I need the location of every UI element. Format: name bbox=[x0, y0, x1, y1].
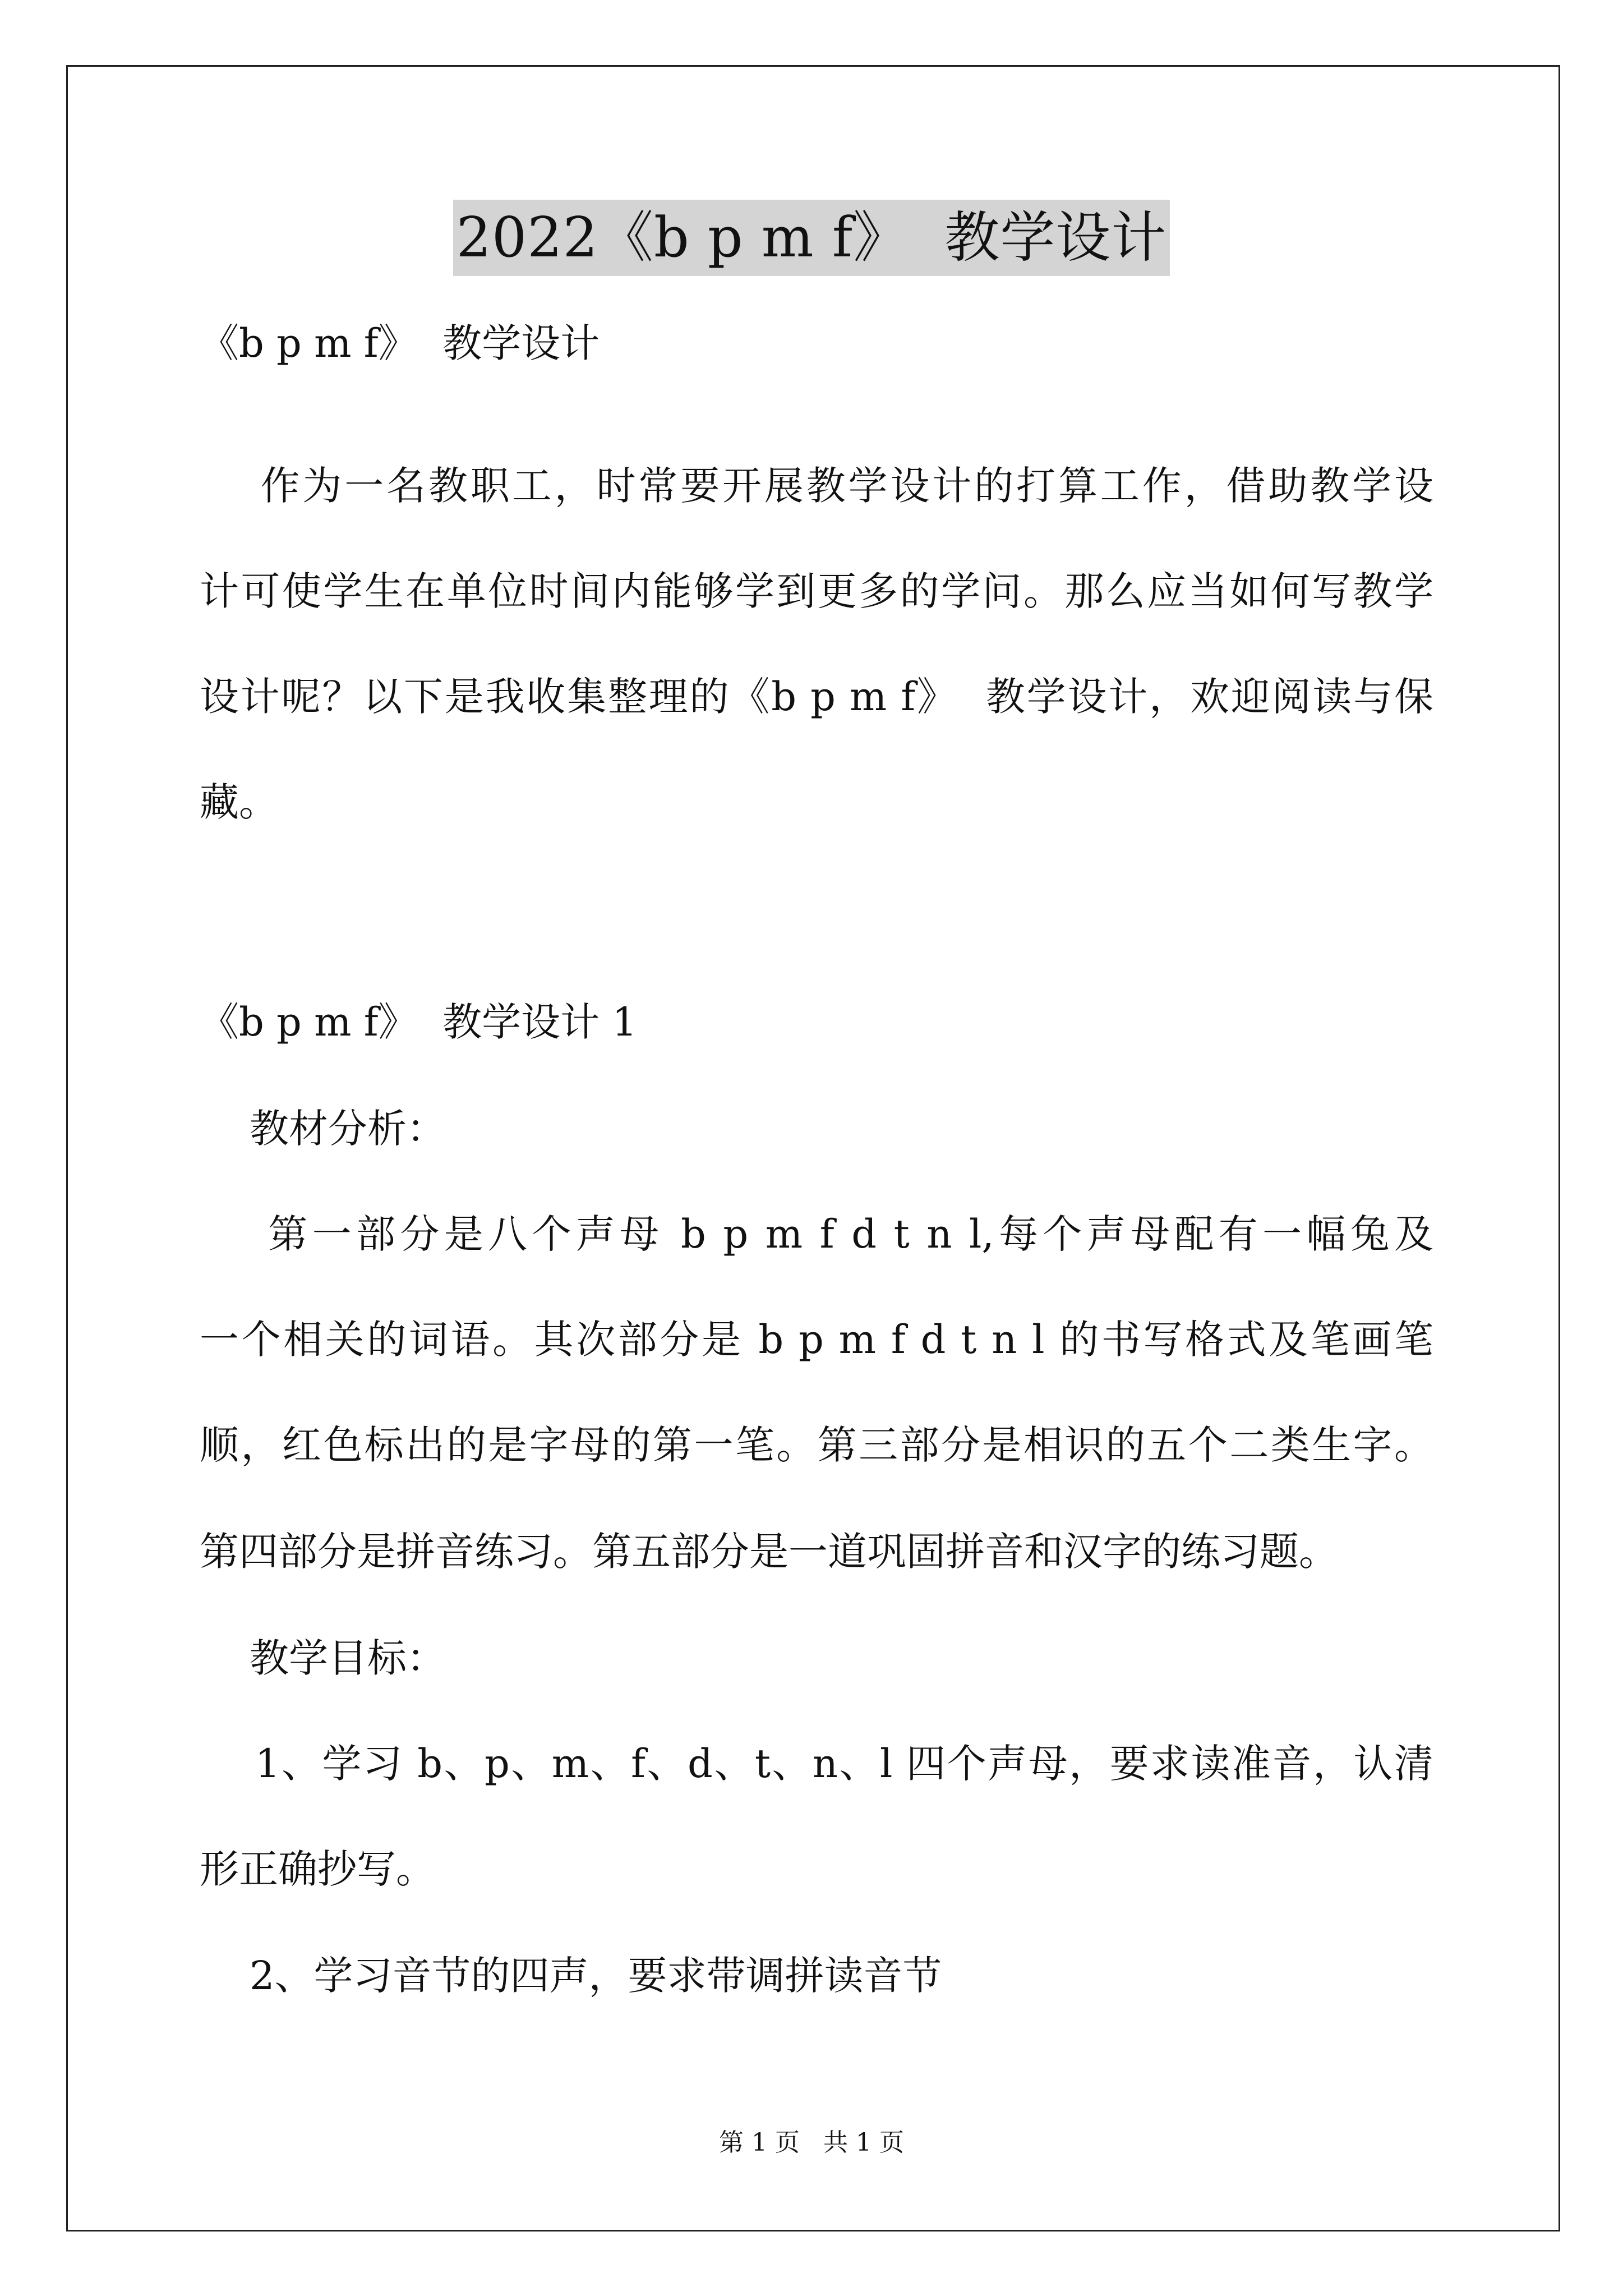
intro-line-4: 藏。 bbox=[200, 779, 278, 825]
document-subtitle: 《b p m f》 教学设计 bbox=[200, 320, 600, 366]
section1-heading: 《b p m f》 教学设计 1 bbox=[200, 999, 637, 1045]
goal-1-line-2: 形正确抄写。 bbox=[200, 1846, 435, 1892]
goals-label: 教学目标： bbox=[200, 1635, 446, 1681]
analysis-line-3: 顺，红色标出的是字母的第一笔。第三部分是相识的五个二类生字。 bbox=[200, 1422, 1433, 1468]
document-title-wrap bbox=[0, 200, 1623, 276]
goal-1-line-1: 1、学习 b、p、m、f、d、t、n、l 四个声母，要求读准音，认清 bbox=[200, 1741, 1433, 1787]
analysis-line-4: 第四部分是拼音练习。第五部分是一道巩固拼音和汉字的练习题。 bbox=[200, 1529, 1338, 1575]
intro-line-3: 设计呢？以下是我收集整理的《b p m f》 教学设计，欢迎阅读与保 bbox=[200, 674, 1433, 720]
document-title: 2022《b p m f》 教学设计 bbox=[453, 200, 1170, 276]
intro-line-1: 作为一名教职工，时常要开展教学设计的打算工作，借助教学设 bbox=[200, 463, 1433, 509]
goal-2: 2、学习音节的四声，要求带调拼读音节 bbox=[200, 1953, 942, 1999]
page-footer: 第 1 页 共 1 页 bbox=[719, 2128, 904, 2157]
analysis-label: 教材分析： bbox=[200, 1106, 446, 1152]
intro-line-2: 计可使学生在单位时间内能够学到更多的学问。那么应当如何写教学 bbox=[200, 568, 1433, 614]
analysis-line-2: 一个相关的词语。其次部分是 b p m f d t n l 的书写格式及笔画笔 bbox=[200, 1317, 1433, 1363]
analysis-line-1: 第一部分是八个声母 b p m f d t n l,每个声母配有一幅兔及 bbox=[200, 1211, 1433, 1257]
